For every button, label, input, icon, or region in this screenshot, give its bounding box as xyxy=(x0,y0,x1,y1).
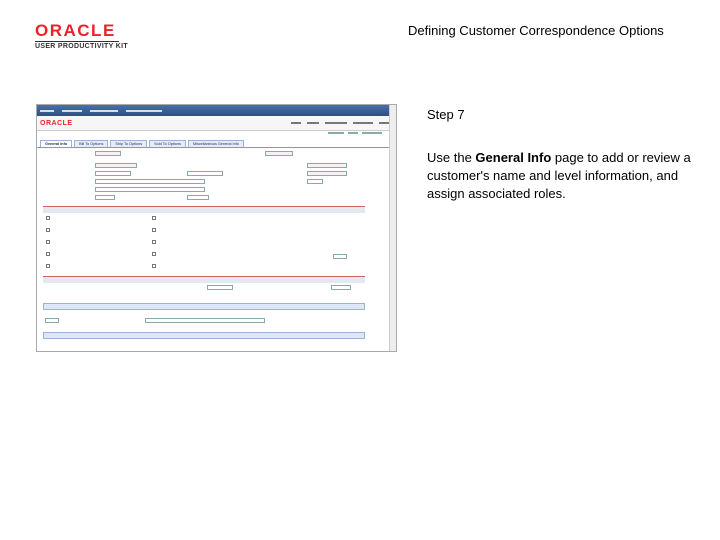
role-checkbox[interactable] xyxy=(152,264,156,268)
secondary-section-header xyxy=(43,276,365,283)
slide-title: Defining Customer Correspondence Options xyxy=(408,23,664,38)
grid-header xyxy=(43,303,365,310)
role-checkbox[interactable] xyxy=(152,228,156,232)
grid-code-field[interactable] xyxy=(45,318,59,323)
screenshot-toolbar xyxy=(37,131,396,138)
desc-post: page to add or review a customer's name and level information, and assign associated roles. xyxy=(427,150,691,201)
screenshot-form xyxy=(37,148,396,348)
logo-divider xyxy=(35,41,119,42)
tab-sold-to-options[interactable]: Sold To Options xyxy=(149,140,186,147)
desc-bold: General Info xyxy=(475,150,552,165)
step-label: Step 7 xyxy=(427,107,465,122)
screenshot-brand-bar xyxy=(37,116,396,131)
role-checkbox[interactable] xyxy=(152,252,156,256)
address-grid-header xyxy=(43,332,365,339)
tracking-field[interactable] xyxy=(207,285,233,290)
desc-pre: Use the xyxy=(427,150,476,165)
tab-general-info[interactable]: General Info xyxy=(40,140,72,147)
role-checkbox[interactable] xyxy=(152,240,156,244)
setid-field[interactable] xyxy=(95,151,121,156)
role-checkbox[interactable] xyxy=(46,252,50,256)
role-checkbox[interactable] xyxy=(152,216,156,220)
oracle-upk-logo xyxy=(35,22,128,50)
screenshot-nav-bar xyxy=(37,105,396,116)
tab-ship-to-options[interactable]: Ship To Options xyxy=(110,140,147,147)
name-field[interactable] xyxy=(95,179,205,184)
date-field[interactable] xyxy=(187,171,223,176)
grid-description-field[interactable] xyxy=(145,318,265,323)
geographic-area-select[interactable] xyxy=(265,151,293,156)
since-date-field[interactable] xyxy=(95,171,131,176)
application-screenshot xyxy=(36,104,397,352)
logo-oracle-text: ORACLE xyxy=(35,21,116,40)
role-checkbox[interactable] xyxy=(46,264,50,268)
currency-field[interactable] xyxy=(95,195,115,200)
screenshot-header-links xyxy=(291,122,393,124)
short-name-field[interactable] xyxy=(307,179,323,184)
consolidation-field[interactable] xyxy=(333,254,347,259)
role-checkbox[interactable] xyxy=(46,240,50,244)
screenshot-tab-bar xyxy=(37,138,396,148)
logo-product-text: USER PRODUCTIVITY KIT xyxy=(35,43,128,50)
roles-section-header xyxy=(43,206,365,213)
name2-field[interactable] xyxy=(95,187,205,192)
tab-bill-to-options[interactable]: Bill To Options xyxy=(74,140,108,147)
role-checkbox[interactable] xyxy=(46,216,50,220)
screenshot-scrollbar[interactable] xyxy=(389,105,396,352)
tab-misc-general-info[interactable]: Miscellaneous General Info xyxy=(188,140,244,147)
type-select[interactable] xyxy=(307,171,347,176)
role-checkbox[interactable] xyxy=(46,228,50,232)
rate-type-field[interactable] xyxy=(187,195,209,200)
step-description xyxy=(427,149,697,203)
status-select[interactable] xyxy=(95,163,137,168)
office-field[interactable] xyxy=(331,285,351,290)
screenshot-oracle-logo: ORACLE xyxy=(40,119,73,127)
level-select[interactable] xyxy=(307,163,347,168)
